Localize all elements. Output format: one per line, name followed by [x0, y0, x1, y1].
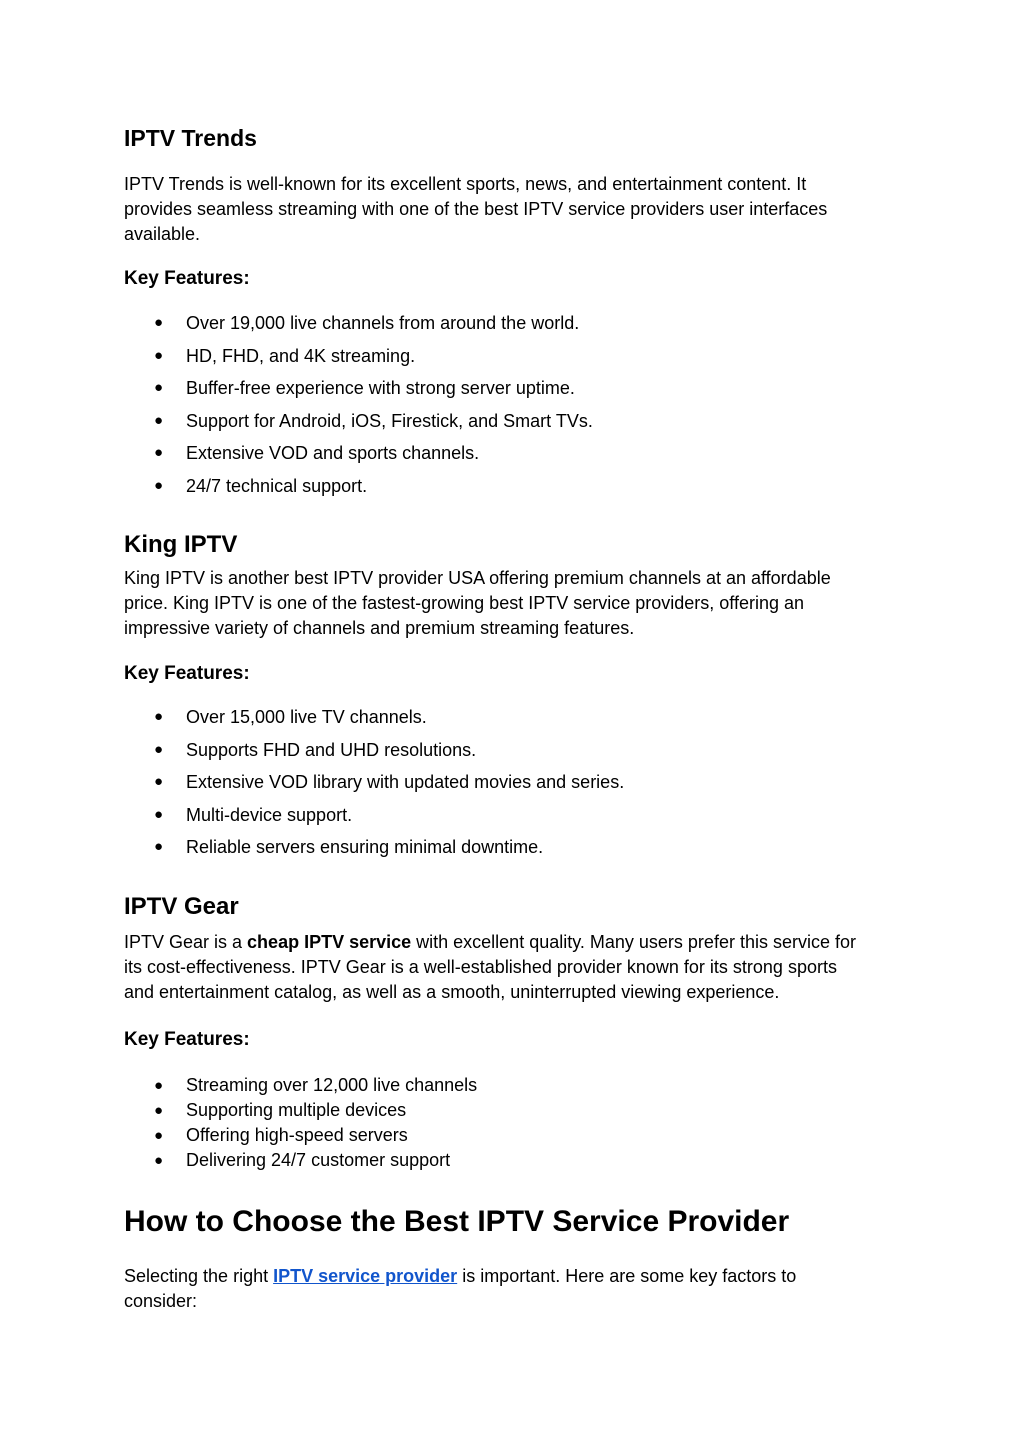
body-line: available.: [124, 224, 201, 244]
bullet-icon: ●: [154, 708, 164, 725]
list-item-text: Extensive VOD library with updated movies and series.: [186, 772, 625, 793]
body-text: Selecting the right: [124, 1266, 274, 1286]
bullet-icon: ●: [154, 1127, 164, 1144]
key-features-label: Key Features:: [124, 663, 250, 684]
list-item: [124, 1098, 477, 1123]
list-item-text: 24/7 technical support.: [186, 475, 368, 496]
list-item: [124, 770, 624, 803]
key-features-label: Key Features:: [124, 268, 250, 289]
body-text: is important. Here are some key factors to: [457, 1266, 797, 1286]
bullet-icon: ●: [154, 773, 164, 791]
body-line: its cost-effectiveness. IPTV Gear is a well-established provider known for its strong sports: [124, 957, 837, 977]
list-item-text: Reliable servers ensuring minimal downtime.: [186, 837, 544, 858]
body-line: price. King IPTV is one of the fastest-growing best IPTV service providers, offering an: [124, 593, 804, 613]
list-item-text: Offering high-speed servers: [186, 1125, 408, 1145]
list-item: [124, 474, 593, 507]
iptv-service-provider-link[interactable]: IPTV service provider: [273, 1266, 458, 1286]
feature-list-iptv-trends: [124, 311, 593, 507]
bullet-icon: ●: [154, 476, 164, 494]
list-item: [124, 311, 593, 344]
list-item: [124, 1073, 477, 1098]
list-item-text: Multi-device support.: [186, 804, 353, 825]
list-item-text: Extensive VOD and sports channels.: [186, 443, 480, 464]
bullet-icon: ●: [154, 1102, 164, 1119]
bullet-icon: ●: [154, 444, 164, 462]
list-item-text: Support for Android, iOS, Firestick, and Smart TVs.: [186, 410, 593, 431]
list-item-text: HD, FHD, and 4K streaming.: [186, 345, 416, 366]
list-item-text: Supports FHD and UHD resolutions.: [186, 739, 477, 760]
list-item: [124, 738, 624, 771]
body-line: King IPTV is another best IPTV provider USA offering premium channels at an affordable: [124, 568, 831, 588]
section-heading-iptv-gear: IPTV Gear: [124, 893, 239, 920]
bullet-icon: ●: [154, 379, 164, 397]
section-heading-king-iptv: King IPTV: [124, 531, 238, 558]
list-item: [124, 376, 593, 409]
section-body-king-iptv: [124, 566, 899, 641]
section-heading-iptv-trends: IPTV Trends: [124, 125, 257, 151]
body-line: IPTV Trends is well-known for its excellent sports, news, and entertainment content. It: [124, 174, 807, 194]
list-item: [124, 705, 624, 738]
list-item: [124, 1148, 477, 1173]
bullet-icon: ●: [154, 1077, 164, 1094]
bullet-icon: ●: [154, 1152, 164, 1169]
bullet-icon: ●: [154, 346, 164, 364]
bullet-icon: ●: [154, 314, 164, 331]
feature-list-iptv-gear: [124, 1073, 477, 1173]
list-item: [124, 1123, 477, 1148]
list-item-text: Streaming over 12,000 live channels: [186, 1075, 478, 1095]
body-line: consider:: [124, 1291, 198, 1311]
list-item-text: Delivering 24/7 customer support: [186, 1150, 451, 1170]
list-item: [124, 803, 624, 836]
body-text: with excellent quality. Many users prefer this service for: [411, 932, 856, 952]
body-text: IPTV Gear is a: [124, 932, 248, 952]
list-item: [124, 409, 593, 442]
key-features-label: Key Features:: [124, 1029, 250, 1050]
bullet-icon: ●: [154, 740, 164, 758]
how-to-intro: [124, 1264, 899, 1314]
list-item-text: Supporting multiple devices: [186, 1100, 407, 1120]
list-item: [124, 835, 624, 868]
list-item-text: Over 19,000 live channels from around the world.: [186, 313, 580, 333]
feature-list-king-iptv: [124, 705, 624, 868]
main-heading-how-to-choose: How to Choose the Best IPTV Service Provider: [124, 1205, 790, 1238]
list-item-text: Buffer-free experience with strong server uptime.: [186, 378, 575, 399]
list-item-text: Over 15,000 live TV channels.: [186, 707, 427, 727]
body-line: impressive variety of channels and premium streaming features.: [124, 618, 635, 638]
body-line: [124, 930, 899, 955]
body-line: [124, 1264, 899, 1289]
body-line: provides seamless streaming with one of the best IPTV service providers user interfaces: [124, 199, 828, 219]
section-body-iptv-trends: [124, 172, 899, 247]
bullet-icon: ●: [154, 838, 164, 856]
section-body-iptv-gear: [124, 930, 899, 1005]
bullet-icon: ●: [154, 411, 164, 429]
bold-keyword: cheap IPTV service: [247, 932, 412, 952]
bullet-icon: ●: [154, 805, 164, 823]
body-line: and entertainment catalog, as well as a smooth, uninterrupted viewing experience.: [124, 982, 780, 1002]
list-item: [124, 344, 593, 377]
list-item: [124, 441, 593, 474]
